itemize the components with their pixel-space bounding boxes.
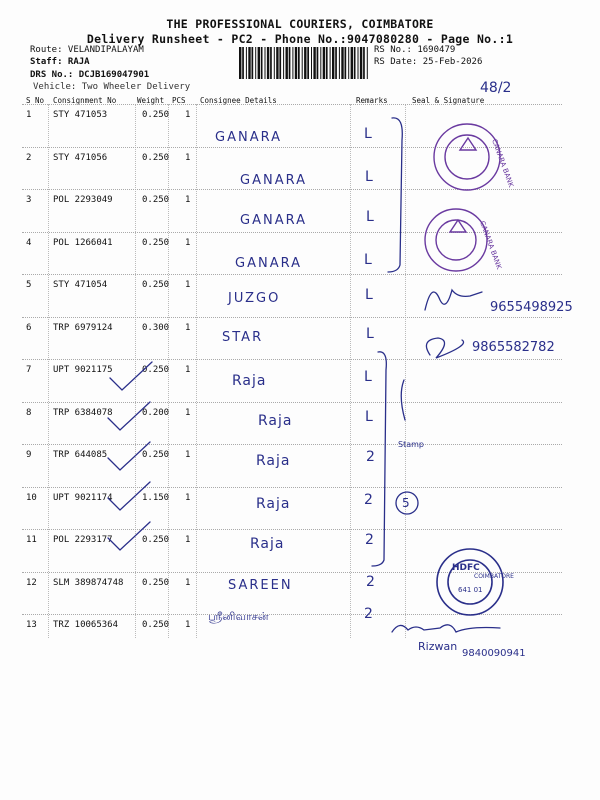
row-divider — [22, 104, 562, 105]
row-consignment: SLM 389874748 — [53, 577, 124, 588]
row-pcs: 1 — [185, 620, 191, 630]
rs-date: RS Date: 25-Feb-2026 — [374, 57, 483, 67]
row-consignment: POL 2293177 — [53, 535, 113, 545]
row-weight: 0.250 — [142, 280, 170, 290]
barcode-image — [237, 47, 369, 79]
column-divider — [196, 104, 197, 638]
handwritten-remark: L — [365, 409, 373, 425]
row-consignment: POL 2293049 — [53, 195, 113, 205]
col-weight: Weight — [137, 96, 165, 105]
row-weight: 0.250 — [142, 450, 170, 460]
handwritten-consignee: SAREEN — [228, 578, 293, 593]
row-consignment: STY 471053 — [53, 110, 108, 120]
column-divider — [350, 104, 351, 638]
bracket-mark — [388, 118, 402, 272]
row-divider — [22, 274, 562, 275]
canara-stamp-text: CANARA BANK — [490, 137, 515, 189]
row-weight: 0.300 — [142, 322, 170, 333]
row-sno: 4 — [26, 237, 32, 248]
handwritten-consignee: Raja — [232, 373, 267, 389]
row-weight: 0.250 — [142, 365, 170, 375]
handwritten-signature-phone: 9840090941 — [462, 648, 526, 659]
row-sno: 6 — [26, 322, 32, 333]
col-pcs: PCS — [172, 96, 186, 105]
row-sno: 3 — [26, 195, 32, 205]
row-divider — [22, 147, 562, 148]
row-weight: 0.250 — [142, 620, 170, 630]
handwritten-consignee: GANARA — [240, 213, 307, 228]
row-weight: 0.250 — [142, 237, 170, 248]
signature-scribble — [392, 625, 500, 632]
handwritten-consignee: Raja — [250, 536, 285, 552]
row-sno: 9 — [26, 450, 32, 460]
vehicle-label: Vehicle: Two Wheeler Delivery — [33, 82, 191, 92]
row-divider — [22, 529, 562, 530]
handwritten-consignee: Raja — [256, 453, 291, 469]
handwritten-remark: 2 — [364, 492, 373, 508]
row-consignment: UPT 9021174 — [53, 492, 113, 503]
row-sno: 7 — [26, 365, 32, 375]
row-consignment: UPT 9021175 — [53, 365, 113, 375]
handwritten-consignee: GANARA — [235, 256, 302, 271]
handwritten-consignee: GANARA — [215, 130, 282, 145]
row-divider — [22, 487, 562, 488]
row-weight: 0.200 — [142, 407, 170, 418]
row-pcs: 1 — [185, 280, 191, 290]
handwritten-top-note: 48/2 — [480, 80, 512, 96]
row-pcs: 1 — [185, 152, 191, 163]
handwritten-remark: L — [366, 326, 374, 342]
row-consignment: TRZ 10065364 — [53, 620, 119, 630]
row-pcs: 1 — [185, 195, 191, 205]
handwritten-remark: L — [364, 252, 372, 268]
row-pcs: 1 — [185, 110, 191, 120]
handwritten-consignee: JUZGO — [228, 291, 281, 306]
handwritten-signature-name: Rizwan — [418, 640, 458, 653]
row-divider — [22, 444, 562, 445]
row-consignment: POL 1266041 — [53, 237, 113, 248]
row-divider — [22, 232, 562, 233]
column-divider — [135, 104, 136, 638]
handwritten-side-note: Stamp — [398, 440, 424, 449]
row-consignment: TRP 6384078 — [53, 407, 113, 418]
handwritten-consignee: STAR — [222, 330, 264, 345]
hdfc-stamp-pin: 641 01 — [458, 586, 483, 594]
hdfc-stamp-text: HDFC — [452, 563, 480, 573]
canara-stamp-text: CANARA BANK — [478, 219, 503, 271]
row-pcs: 1 — [185, 407, 191, 418]
row-sno: 8 — [26, 407, 32, 418]
row-divider — [22, 402, 562, 403]
staff-label: Staff: RAJA — [30, 57, 90, 67]
handwritten-phone-1: 9655498925 — [490, 300, 573, 315]
hdfc-stamp-city: COIMBATORE — [474, 573, 514, 580]
row-divider — [22, 189, 562, 190]
row-divider — [22, 572, 562, 573]
row-weight: 0.250 — [142, 110, 170, 120]
row-sno: 2 — [26, 152, 32, 163]
col-seal: Seal & Signature — [412, 96, 485, 105]
row-pcs: 1 — [185, 450, 191, 460]
row-weight: 1.150 — [142, 492, 170, 503]
handwritten-remark: L — [365, 169, 373, 185]
row-pcs: 1 — [185, 322, 191, 333]
runsheet-subtitle: Delivery Runsheet - PC2 - Phone No.:9047080280 - Page No.:1 — [86, 32, 514, 46]
row-sno: 11 — [26, 535, 37, 545]
route-label: Route: VELANDIPALAYAM — [30, 45, 144, 55]
row-sno: 5 — [26, 280, 32, 290]
company-title: THE PROFESSIONAL COURIERS, COIMBATORE — [166, 17, 434, 31]
row-pcs: 1 — [185, 577, 191, 588]
row-weight: 0.250 — [142, 577, 170, 588]
signature-scribble — [426, 338, 463, 358]
row-divider — [22, 359, 562, 360]
handwritten-remark: 2 — [366, 574, 375, 590]
row-consignment: TRP 644085 — [53, 450, 108, 460]
signature-scribble — [425, 290, 482, 310]
row-sno: 12 — [26, 577, 37, 588]
handwritten-remark: L — [364, 126, 372, 142]
row-sno: 1 — [26, 110, 32, 120]
col-consignment: Consignment No — [53, 96, 117, 105]
row-sno: 13 — [26, 620, 37, 630]
row-sno: 10 — [26, 492, 37, 503]
handwritten-remark: 2 — [364, 606, 373, 622]
row-consignment: STY 471054 — [53, 280, 108, 290]
drs-number: DRS No.: DCJB169047901 — [30, 70, 150, 80]
row-pcs: 1 — [185, 535, 191, 545]
row-pcs: 1 — [185, 492, 191, 503]
handwritten-remark: L — [364, 369, 372, 385]
handwritten-remark: L — [366, 209, 374, 225]
column-divider — [405, 104, 406, 638]
row-weight: 0.250 — [142, 535, 170, 545]
handwritten-remark: L — [365, 287, 373, 303]
hdfc-stamp — [437, 549, 503, 615]
row-weight: 0.250 — [142, 195, 170, 205]
row-divider — [22, 614, 562, 615]
handwritten-phone-2: 9865582782 — [472, 340, 555, 355]
row-pcs: 1 — [185, 365, 191, 375]
col-sno: S No — [26, 96, 45, 105]
handwritten-consignee: Raja — [258, 413, 293, 429]
row-consignment: STY 471056 — [53, 152, 108, 163]
row-divider — [22, 317, 562, 318]
handwritten-remark: 2 — [366, 449, 375, 465]
col-consignee: Consignee Details — [200, 96, 277, 105]
handwritten-consignee: GANARA — [240, 173, 307, 188]
row-weight: 0.250 — [142, 152, 170, 163]
row-pcs: 1 — [185, 237, 191, 248]
row-consignment: TRP 6979124 — [53, 322, 113, 333]
handwritten-consignee: Raja — [256, 496, 291, 512]
handwritten-remark: 2 — [365, 532, 374, 548]
column-divider — [48, 104, 49, 638]
handwritten-consignee: ஸ்ரீனிவாசன் — [208, 610, 269, 623]
rs-number: RS No.: 1690479 — [374, 45, 456, 55]
circled-mark: 5 — [402, 496, 410, 510]
col-remarks: Remarks — [356, 96, 388, 105]
